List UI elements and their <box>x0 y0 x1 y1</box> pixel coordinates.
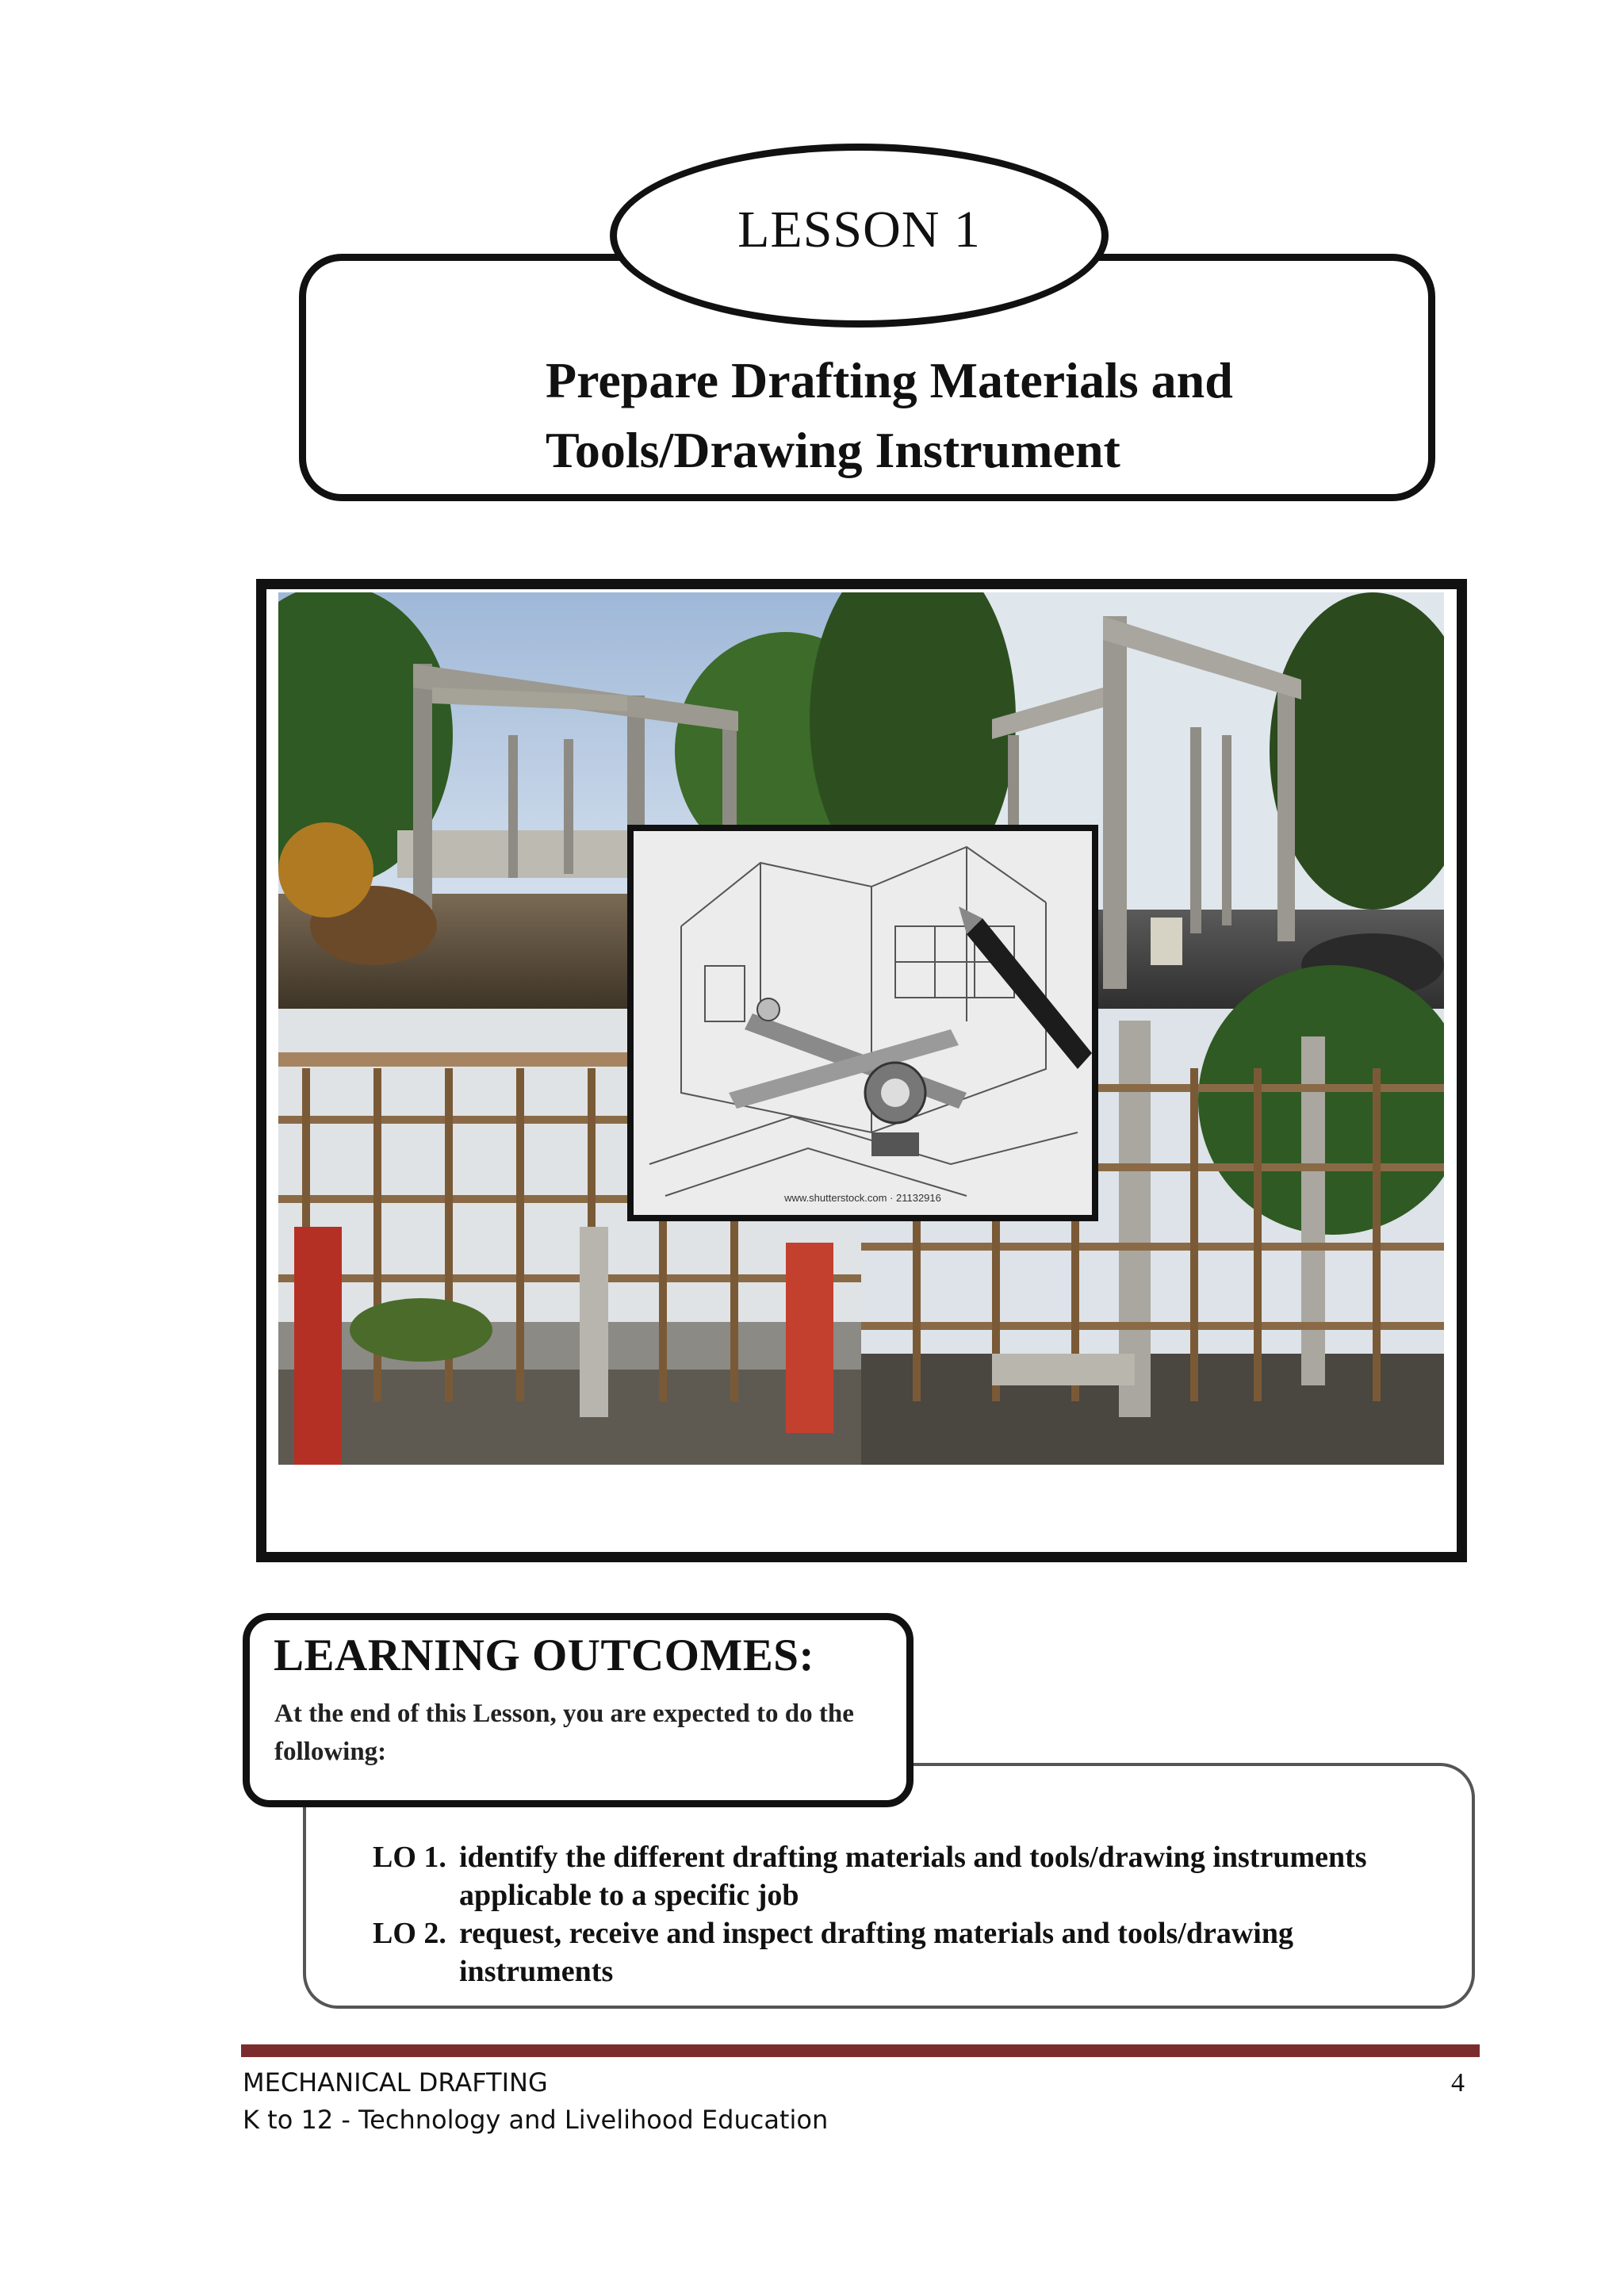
learning-outcomes-intro: At the end of this Lesson, you are expected to do the following: <box>274 1699 854 1766</box>
footer-course-info <box>243 2064 828 2139</box>
page-number: 4 <box>1451 2068 1465 2098</box>
footer-course-title: MECHANICAL DRAFTING <box>243 2067 548 2098</box>
learning-outcome-number: LO 2. <box>373 1917 446 1950</box>
stock-image-caption: www.shutterstock.com · 21132916 <box>784 1192 941 1204</box>
lesson-title <box>546 346 1418 485</box>
footer-rule <box>241 2044 1480 2057</box>
learning-outcomes-list <box>373 1838 1451 1990</box>
learning-outcome-text: identify the different drafting materials and tools/drawing instruments applicable to a specific job <box>459 1841 1367 1912</box>
lesson-title-line-2: Tools/Drawing Instrument <box>546 422 1120 478</box>
lesson-label: LESSON 1 <box>737 201 981 259</box>
drafting-sketch-image <box>627 825 1098 1221</box>
footer-program: K to 12 - Technology and Livelihood Education <box>243 2105 829 2135</box>
learning-outcome-number: LO 1. <box>373 1841 446 1874</box>
learning-outcome-text: request, receive and inspect drafting materials and tools/drawing instruments <box>459 1917 1293 1988</box>
learning-outcomes-heading: LEARNING OUTCOMES: <box>274 1630 814 1680</box>
learning-outcome-item-1 <box>373 1838 1451 1914</box>
lesson-title-line-1: Prepare Drafting Materials and <box>546 352 1233 408</box>
learning-outcome-item-2 <box>373 1914 1451 1990</box>
lesson-label-oval <box>610 144 1109 328</box>
